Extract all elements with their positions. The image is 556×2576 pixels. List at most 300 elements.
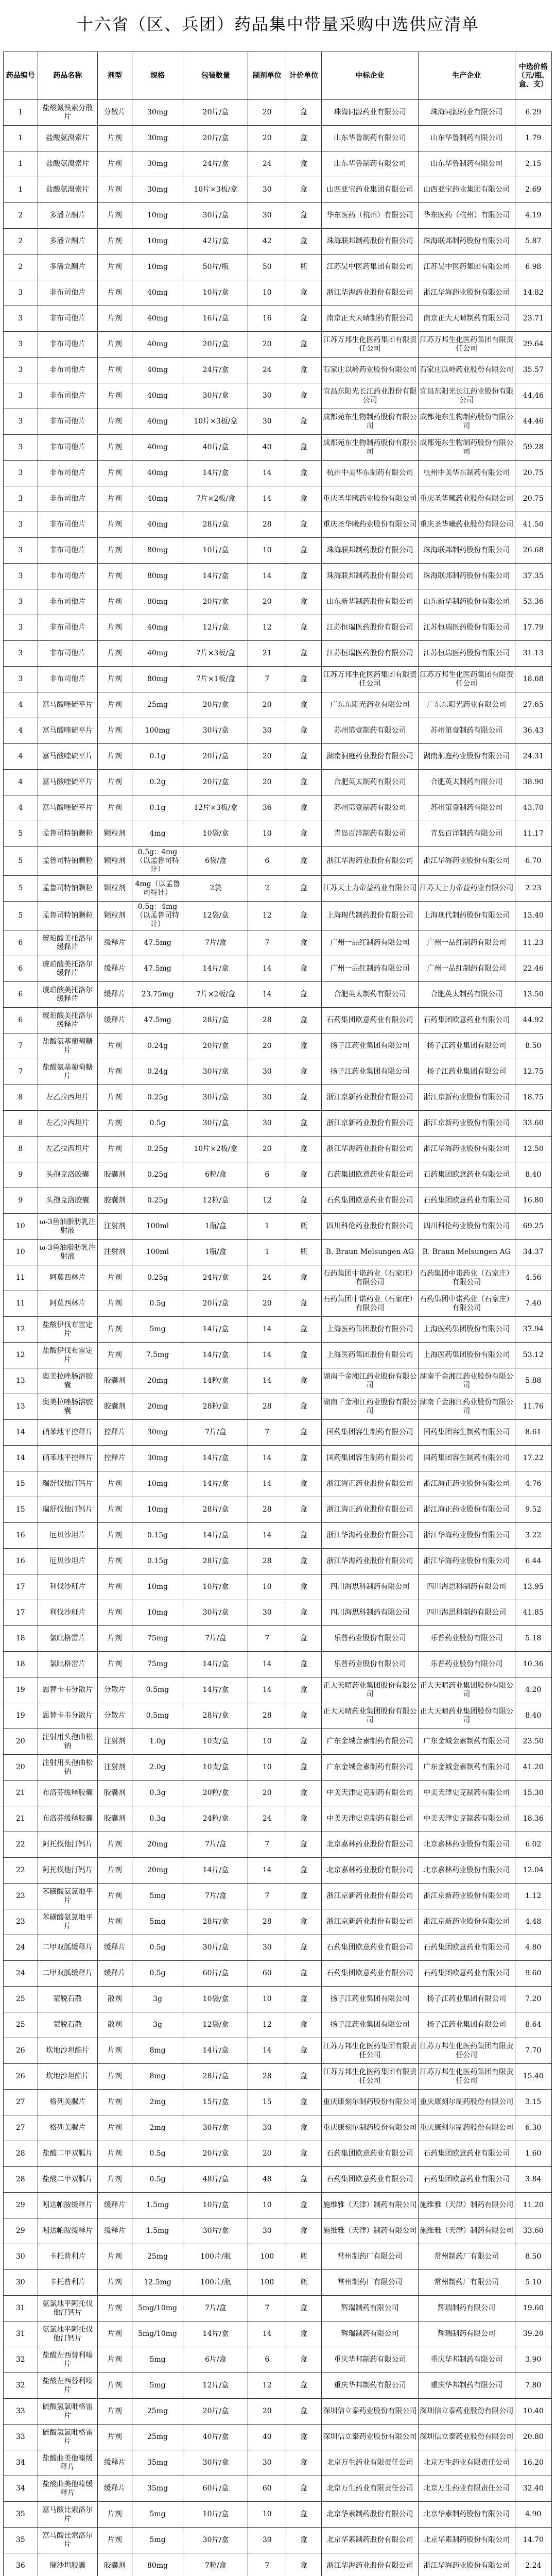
cell-dosage-form: 片剂 [98, 1909, 132, 1935]
cell-unit-count: 7 [248, 2553, 286, 2576]
cell-unit-count: 30 [248, 177, 286, 203]
table-row [4, 1832, 552, 1858]
table-row [4, 435, 552, 461]
cell-unit-count: 7 [248, 667, 286, 692]
cell-winning-company: 浙江京新药业股份有限公司 [322, 1085, 419, 1111]
cell-drug-name: 非布司他片 [38, 641, 97, 667]
cell-dosage-form: 控释片 [98, 1420, 132, 1446]
cell-spec: 3g [132, 1987, 183, 2012]
cell-dosage-form: 控释片 [98, 1446, 132, 1471]
cell-dosage-form: 片剂 [98, 2528, 132, 2553]
cell-unit-count: 20 [248, 589, 286, 615]
cell-drug-name: 非布司他片 [38, 512, 97, 538]
cell-dosage-form: 片剂 [98, 2244, 132, 2270]
cell-drug-no: 1 [4, 100, 38, 126]
cell-drug-name: 孟鲁司特钠颗粒 [38, 902, 97, 930]
table-row [4, 100, 552, 126]
cell-pack-qty: 60片/盒 [183, 1961, 248, 1987]
cell-unit-count: 1 [248, 1214, 286, 1240]
cell-spec: 10mg [132, 229, 183, 255]
cell-dosage-form: 片剂 [98, 409, 132, 435]
cell-pack-qty: 2袋 [183, 876, 248, 902]
cell-spec: 80mg [132, 538, 183, 564]
cell-drug-no: 3 [4, 358, 38, 383]
cell-price: 5.18 [515, 1626, 551, 1652]
cell-drug-name: 奥美拉唑肠溶胶囊 [38, 1394, 97, 1420]
cell-winning-company: 杭州中美华东制药有限公司 [322, 461, 419, 486]
cell-manufacturer: 浙江京新药业股份有限公司 [418, 1909, 515, 1935]
cell-drug-no: 6 [4, 956, 38, 982]
cell-drug-no: 18 [4, 1652, 38, 1677]
table-row [4, 589, 552, 615]
cell-price: 44.46 [515, 409, 551, 435]
cell-winning-company: 江苏万邦生化医药集团有限责任公司 [322, 2038, 419, 2064]
cell-spec: 0.5g [132, 1961, 183, 1987]
cell-drug-name: 富马酸喹硫平片 [38, 795, 97, 821]
cell-spec: 7.5mg [132, 1343, 183, 1368]
table-row [4, 2425, 552, 2450]
cell-unit-count: 10 [248, 1574, 286, 1600]
cell-drug-name: 盐酸氨溴索片 [38, 151, 97, 177]
cell-price: 44.46 [515, 383, 551, 409]
cell-manufacturer: 辉瑞制药有限公司 [418, 2321, 515, 2347]
cell-price: 29.64 [515, 332, 551, 358]
table-row [4, 2064, 552, 2090]
cell-manufacturer: 正大天晴药业集团股份有限公司 [418, 1677, 515, 1703]
cell-pack-qty: 30片/盒 [183, 2115, 248, 2141]
cell-drug-name: 注射用头孢曲松钠 [38, 1755, 97, 1781]
table-row [4, 1909, 552, 1935]
cell-manufacturer: 扬子江药业集团有限公司 [418, 1033, 515, 1059]
cell-dosage-form: 片剂 [98, 1574, 132, 1600]
cell-manufacturer: 上海现代制药股份有限公司 [418, 902, 515, 930]
cell-dosage-form: 片剂 [98, 2064, 132, 2090]
cell-winning-company: 江苏吴中医药集团有限公司 [322, 255, 419, 280]
cell-dosage-form: 注射剂 [98, 1729, 132, 1755]
cell-pack-qty: 1瓶/盒 [183, 1240, 248, 1265]
cell-spec: 80mg [132, 564, 183, 589]
cell-winning-company: 重庆华邦制药有限公司 [322, 2347, 419, 2373]
cell-winning-company: 正大天晴药业集团股份有限公司 [322, 1677, 419, 1703]
cell-spec: 40mg [132, 409, 183, 435]
header-drug-name: 药品名称 [38, 52, 97, 100]
cell-pack-qty: 20片/盒 [183, 126, 248, 151]
table-row [4, 2193, 552, 2218]
cell-drug-no: 4 [4, 744, 38, 770]
cell-pack-qty: 14片/盒 [183, 2321, 248, 2347]
cell-price: 10.40 [515, 2399, 551, 2425]
table-row [4, 770, 552, 795]
cell-spec: 0.5g [132, 1291, 183, 1317]
cell-pricing-unit: 盒 [286, 306, 322, 332]
cell-pack-qty: 10支/盒 [183, 1729, 248, 1755]
cell-pack-qty: 60片/盒 [183, 2476, 248, 2502]
cell-pricing-unit: 盒 [286, 847, 322, 876]
cell-price: 16.20 [515, 2450, 551, 2476]
cell-winning-company: 北京万生药业有限责任公司 [322, 2450, 419, 2476]
cell-price: 6.02 [515, 1832, 551, 1858]
cell-price: 8.40 [515, 1703, 551, 1729]
cell-pack-qty: 30片/盒 [183, 1935, 248, 1961]
cell-pack-qty: 24片/盒 [183, 358, 248, 383]
cell-dosage-form: 胶囊剂 [98, 1162, 132, 1188]
cell-unit-count: 20 [248, 1781, 286, 1806]
cell-dosage-form: 颗粒剂 [98, 876, 132, 902]
cell-drug-no: 19 [4, 1677, 38, 1703]
cell-spec: 12.5mg [132, 2270, 183, 2296]
table-row [4, 2167, 552, 2193]
table-row [4, 2321, 552, 2347]
cell-unit-count: 10 [248, 1987, 286, 2012]
cell-manufacturer: 施维雅（天津）制药有限公司 [418, 2193, 515, 2218]
cell-spec: 40mg [132, 358, 183, 383]
cell-spec: 40mg [132, 461, 183, 486]
cell-spec: 40mg [132, 512, 183, 538]
cell-winning-company: 合肥英太制药有限公司 [322, 770, 419, 795]
cell-dosage-form: 胶囊剂 [98, 1806, 132, 1832]
cell-price: 6.70 [515, 847, 551, 876]
page-title: 十六省（区、兵团）药品集中带量采购中选供应清单 [76, 14, 479, 34]
cell-price: 41.50 [515, 512, 551, 538]
cell-dosage-form: 片剂 [98, 564, 132, 589]
cell-drug-no: 3 [4, 512, 38, 538]
cell-winning-company: 扬子江药业集团有限公司 [322, 1059, 419, 1085]
cell-drug-name: 非布司他片 [38, 589, 97, 615]
cell-dosage-form: 片剂 [98, 461, 132, 486]
cell-pricing-unit: 盒 [286, 1574, 322, 1600]
table-row [4, 876, 552, 902]
table-row [4, 847, 552, 876]
cell-pack-qty: 10片×3板/盒 [183, 409, 248, 435]
cell-winning-company: 国药集团容生制药有限公司 [322, 1446, 419, 1471]
cell-winning-company: 上海医药集团股份有限公司 [322, 1317, 419, 1343]
cell-unit-count: 14 [248, 1471, 286, 1497]
cell-unit-count: 14 [248, 1652, 286, 1677]
cell-price: 3.84 [515, 2167, 551, 2193]
cell-pricing-unit: 盒 [286, 358, 322, 383]
cell-dosage-form: 片剂 [98, 692, 132, 718]
cell-unit-count: 100 [248, 2244, 286, 2270]
cell-manufacturer: 北京嘉林药业股份有限公司 [418, 1858, 515, 1884]
cell-pricing-unit: 瓶 [286, 1240, 322, 1265]
cell-drug-no: 27 [4, 2115, 38, 2141]
cell-unit-count: 60 [248, 1961, 286, 1987]
cell-pricing-unit: 盒 [286, 1317, 322, 1343]
cell-dosage-form: 片剂 [98, 1137, 132, 1162]
cell-spec: 0.3g [132, 1806, 183, 1832]
cell-price: 4.19 [515, 203, 551, 229]
cell-drug-name: 氯吡格雷片 [38, 1652, 97, 1677]
header-pack-qty: 包装数量 [183, 52, 248, 100]
cell-drug-no: 4 [4, 692, 38, 718]
cell-drug-no: 5 [4, 902, 38, 930]
cell-pricing-unit: 盒 [286, 486, 322, 512]
cell-winning-company: 珠海联邦制药股份有限公司 [322, 564, 419, 589]
cell-unit-count: 24 [248, 358, 286, 383]
cell-unit-count: 14 [248, 1343, 286, 1368]
cell-pack-qty: 10片/盒 [183, 1574, 248, 1600]
cell-drug-name: 孟鲁司特钠颗粒 [38, 821, 97, 847]
cell-spec: 100ml [132, 1214, 183, 1240]
cell-drug-no: 2 [4, 203, 38, 229]
cell-drug-name: 非布司他片 [38, 538, 97, 564]
cell-drug-no: 29 [4, 2193, 38, 2218]
cell-pack-qty: 12片/盒 [183, 2373, 248, 2399]
cell-spec: 0.5g [132, 2167, 183, 2193]
cell-drug-name: 瑞舒伐他汀钙片 [38, 1497, 97, 1523]
cell-pricing-unit: 盒 [286, 2296, 322, 2321]
cell-manufacturer: 浙江华海药业股份有限公司 [418, 1137, 515, 1162]
cell-dosage-form: 片剂 [98, 1291, 132, 1317]
cell-pack-qty: 14片/盒 [183, 1858, 248, 1884]
cell-pack-qty: 7片×3板/盒 [183, 641, 248, 667]
cell-spec: 5mg [132, 2373, 183, 2399]
cell-manufacturer: 石药集团欧意药业有限公司 [418, 1188, 515, 1214]
table-row [4, 1935, 552, 1961]
cell-winning-company: 北京嘉林药业股份有限公司 [322, 1832, 419, 1858]
cell-manufacturer: 山东华鲁制药有限公司 [418, 126, 515, 151]
cell-drug-no: 9 [4, 1188, 38, 1214]
cell-unit-count: 30 [248, 718, 286, 744]
cell-unit-count: 24 [248, 1265, 286, 1291]
cell-pack-qty: 30片/盒 [183, 1085, 248, 1111]
cell-winning-company: 北京华素制药股份有限公司 [322, 2502, 419, 2528]
cell-spec: 30mg [132, 1420, 183, 1446]
table-row [4, 744, 552, 770]
cell-manufacturer: 四川科伦药业股份有限公司 [418, 1214, 515, 1240]
cell-drug-no: 34 [4, 2450, 38, 2476]
cell-manufacturer: 北京万生药业有限责任公司 [418, 2450, 515, 2476]
cell-pricing-unit: 盒 [286, 2399, 322, 2425]
table-row [4, 1677, 552, 1703]
cell-drug-name: 孟鲁司特钠颗粒 [38, 876, 97, 902]
cell-drug-no: 20 [4, 1729, 38, 1755]
cell-unit-count: 6 [248, 1162, 286, 1188]
cell-drug-name: 注射用头孢曲松钠 [38, 1729, 97, 1755]
cell-unit-count: 12 [248, 1188, 286, 1214]
cell-unit-count: 20 [248, 744, 286, 770]
cell-dosage-form: 缓释片 [98, 2450, 132, 2476]
cell-spec: 25mg [132, 2399, 183, 2425]
cell-pricing-unit: 盒 [286, 956, 322, 982]
cell-unit-count: 16 [248, 306, 286, 332]
cell-manufacturer: 上海医药集团股份有限公司 [418, 1343, 515, 1368]
cell-dosage-form: 缓释片 [98, 1935, 132, 1961]
cell-drug-name: 非布司他片 [38, 383, 97, 409]
cell-drug-name: 缬沙坦胶囊 [38, 2553, 97, 2576]
cell-unit-count: 21 [248, 641, 286, 667]
cell-winning-company: 常州制药厂有限公司 [322, 2270, 419, 2296]
cell-spec: 47.5mg [132, 930, 183, 956]
cell-spec: 30mg [132, 151, 183, 177]
cell-price: 8.40 [515, 1162, 551, 1188]
table-row [4, 2476, 552, 2502]
table-row [4, 1394, 552, 1420]
cell-drug-name: 左乙拉西坦片 [38, 1085, 97, 1111]
table-row [4, 203, 552, 229]
cell-dosage-form: 分散片 [98, 100, 132, 126]
cell-price: 6.30 [515, 2115, 551, 2141]
cell-pack-qty: 14片/盒 [183, 2038, 248, 2064]
cell-winning-company: 石药集团中诺药业（石家庄）有限公司 [322, 1291, 419, 1317]
cell-pricing-unit: 盒 [286, 1600, 322, 1626]
cell-drug-no: 14 [4, 1446, 38, 1471]
cell-drug-no: 30 [4, 2270, 38, 2296]
cell-manufacturer: 四川海思科制药有限公司 [418, 1574, 515, 1600]
cell-price: 14.82 [515, 280, 551, 306]
cell-price: 7.80 [515, 2373, 551, 2399]
cell-pricing-unit: 盒 [286, 1987, 322, 2012]
cell-manufacturer: 江苏天士力帝益药业有限公司 [418, 876, 515, 902]
cell-spec: 5mg [132, 1317, 183, 1343]
table-row [4, 1574, 552, 1600]
table-row [4, 564, 552, 589]
cell-pricing-unit: 盒 [286, 512, 322, 538]
cell-dosage-form: 片剂 [98, 2502, 132, 2528]
cell-pack-qty: 10片/盒 [183, 2193, 248, 2218]
cell-drug-name: 二甲双胍缓释片 [38, 1961, 97, 1987]
cell-unit-count: 28 [248, 1497, 286, 1523]
table-row [4, 641, 552, 667]
cell-dosage-form: 片剂 [98, 1317, 132, 1343]
cell-pack-qty: 30片/盒 [183, 2450, 248, 2476]
cell-unit-count: 48 [248, 2167, 286, 2193]
cell-manufacturer: 中美天津史克制药有限公司 [418, 1806, 515, 1832]
cell-pricing-unit: 盒 [286, 1033, 322, 1059]
cell-winning-company: 广东东阳光药业有限公司 [322, 692, 419, 718]
cell-winning-company: 重庆华邦制药有限公司 [322, 2373, 419, 2399]
cell-dosage-form: 注射剂 [98, 1755, 132, 1781]
cell-winning-company: 扬子江药业集团有限公司 [322, 1987, 419, 2012]
cell-spec: 40mg [132, 280, 183, 306]
cell-manufacturer: 北京华素制药股份有限公司 [418, 2502, 515, 2528]
cell-pricing-unit: 盒 [286, 2321, 322, 2347]
cell-pricing-unit: 盒 [286, 280, 322, 306]
cell-spec: 30mg [132, 177, 183, 203]
table-row [4, 1265, 552, 1291]
cell-winning-company: 浙江华海药业股份有限公司 [322, 1137, 419, 1162]
cell-unit-count: 30 [248, 2528, 286, 2553]
cell-drug-name: 盐酸伊伐布雷定片 [38, 1317, 97, 1343]
table-row [4, 1137, 552, 1162]
cell-dosage-form: 片剂 [98, 2321, 132, 2347]
cell-unit-count: 14 [248, 486, 286, 512]
cell-drug-no: 3 [4, 332, 38, 358]
cell-drug-no: 13 [4, 1368, 38, 1394]
cell-manufacturer: 华东医药（杭州）有限公司 [418, 203, 515, 229]
cell-price: 13.50 [515, 982, 551, 1008]
cell-dosage-form: 缓释片 [98, 2476, 132, 2502]
cell-spec: 0.1g [132, 744, 183, 770]
cell-price: 6.29 [515, 100, 551, 126]
cell-unit-count: 12 [248, 615, 286, 641]
cell-unit-count: 30 [248, 1935, 286, 1961]
cell-drug-name: 多潘立酮片 [38, 255, 97, 280]
table-row [4, 306, 552, 332]
cell-price: 4.56 [515, 1265, 551, 1291]
cell-manufacturer: 苏州第壹制药有限公司 [418, 795, 515, 821]
cell-spec: 100mg [132, 718, 183, 744]
cell-spec: 0.5mg [132, 1677, 183, 1703]
cell-dosage-form: 片剂 [98, 770, 132, 795]
cell-winning-company: 江苏天士力帝益药业有限公司 [322, 876, 419, 902]
cell-manufacturer: 湖南洞庭药业股份有限公司 [418, 744, 515, 770]
cell-dosage-form: 注射剂 [98, 1214, 132, 1240]
cell-manufacturer: 重庆康刻尔制药股份有限公司 [418, 2090, 515, 2115]
cell-dosage-form: 片剂 [98, 1497, 132, 1523]
cell-drug-no: 4 [4, 795, 38, 821]
cell-spec: 5mg [132, 1884, 183, 1909]
cell-pricing-unit: 盒 [286, 982, 322, 1008]
cell-pricing-unit: 盒 [286, 1059, 322, 1085]
table-row [4, 1471, 552, 1497]
cell-price: 20.75 [515, 486, 551, 512]
cell-drug-no: 31 [4, 2296, 38, 2321]
cell-unit-count: 10 [248, 1729, 286, 1755]
cell-pack-qty: 14粒/盒 [183, 1368, 248, 1394]
cell-drug-name: 盐酸伊伐布雷定片 [38, 1343, 97, 1368]
table-row [4, 1549, 552, 1574]
cell-drug-no: 8 [4, 1137, 38, 1162]
cell-drug-no: 28 [4, 2167, 38, 2193]
cell-unit-count: 7 [248, 930, 286, 956]
header-spec: 规格 [132, 52, 183, 100]
cell-unit-count: 10 [248, 280, 286, 306]
cell-pack-qty: 20片/盒 [183, 589, 248, 615]
cell-drug-name: 琥珀酸美托洛尔缓释片 [38, 982, 97, 1008]
cell-unit-count: 10 [248, 2193, 286, 2218]
cell-unit-count: 20 [248, 770, 286, 795]
table-row [4, 461, 552, 486]
cell-pricing-unit: 盒 [286, 770, 322, 795]
cell-spec: 0.15g [132, 1549, 183, 1574]
cell-winning-company: 正大天晴药业集团股份有限公司 [322, 1703, 419, 1729]
cell-pack-qty: 30片/盒 [183, 2218, 248, 2244]
cell-pack-qty: 40片/盒 [183, 2425, 248, 2450]
cell-pricing-unit: 盒 [286, 1523, 322, 1549]
cell-manufacturer: 山东新华制药股份有限公司 [418, 589, 515, 615]
cell-pack-qty: 7粒/盒 [183, 2553, 248, 2576]
cell-pricing-unit: 盒 [286, 1677, 322, 1703]
cell-pricing-unit: 盒 [286, 2064, 322, 2090]
cell-dosage-form: 片剂 [98, 126, 132, 151]
cell-pack-qty: 28片/盒 [183, 1909, 248, 1935]
cell-pricing-unit: 瓶 [286, 2270, 322, 2296]
cell-spec: 30mg [132, 100, 183, 126]
table-row [4, 1111, 552, 1137]
cell-winning-company: 浙江华海药业股份有限公司 [322, 1523, 419, 1549]
cell-drug-no: 1 [4, 126, 38, 151]
cell-price: 15.40 [515, 2064, 551, 2090]
cell-pack-qty: 10支/盒 [183, 1755, 248, 1781]
cell-winning-company: 扬子江药业集团有限公司 [322, 1033, 419, 1059]
cell-pack-qty: 42片/盒 [183, 229, 248, 255]
cell-drug-name: 非布司他片 [38, 486, 97, 512]
cell-dosage-form: 片剂 [98, 2296, 132, 2321]
cell-dosage-form: 片剂 [98, 1884, 132, 1909]
cell-spec: 40mg [132, 435, 183, 461]
cell-winning-company: 石药集团中诺药业（石家庄）有限公司 [322, 1265, 419, 1291]
cell-spec: 2mg [132, 2115, 183, 2141]
cell-winning-company: 浙江华海药业股份有限公司 [322, 1549, 419, 1574]
cell-pack-qty: 14片/盒 [183, 1471, 248, 1497]
cell-price: 13.95 [515, 1574, 551, 1600]
cell-drug-name: 吲达帕胺缓释片 [38, 2193, 97, 2218]
cell-drug-name: 富马酸比索洛尔片 [38, 2502, 97, 2528]
cell-spec: 0.25g [132, 1188, 183, 1214]
cell-pricing-unit: 盒 [286, 692, 322, 718]
cell-drug-name: 阿莫西林片 [38, 1265, 97, 1291]
